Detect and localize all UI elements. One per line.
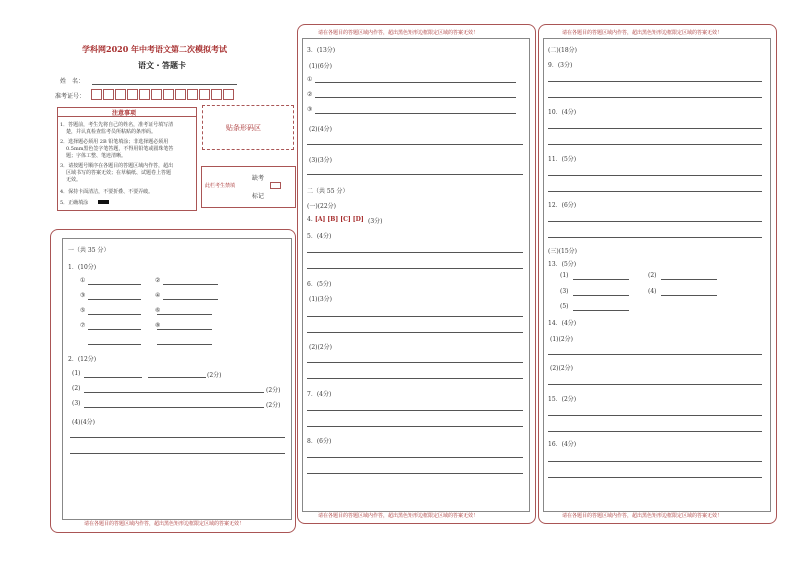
q8-label: 8．(6分) xyxy=(307,438,332,445)
notice-line-2: 楚，并认真检查监考员所粘贴的条形码。 xyxy=(66,129,157,135)
q1-blank-8[interactable] xyxy=(157,329,212,330)
q8-line-1[interactable] xyxy=(307,457,523,458)
q13-blank-3[interactable] xyxy=(573,295,629,296)
page-title: 学科网2020 年中考语文第二次模拟考试 xyxy=(82,44,228,54)
q1-circle-4: ④ xyxy=(155,292,161,299)
q13-label: 13．(5分) xyxy=(548,261,577,268)
q15-label: 15．(2分) xyxy=(548,396,577,403)
q1-circle-5: ⑤ xyxy=(80,307,86,314)
subsection-2-title: (二)(18分) xyxy=(548,47,577,54)
q6-2-label: (2)(2分) xyxy=(309,344,332,351)
q2-2-points: (2分) xyxy=(266,387,281,394)
right-top-warning: 请在各题目的答题区域内作答，超出黑色矩形边框限定区域的答案无效！ xyxy=(562,30,723,36)
right-bottom-warning: 请在各题目的答题区域内作答，超出黑色矩形边框限定区域的答案无效！ xyxy=(562,513,723,519)
q4-points: (3分) xyxy=(368,218,383,225)
left-section-title: 一（共 35 分） xyxy=(68,247,110,254)
q14-2-line[interactable] xyxy=(548,384,762,385)
q14-label: 14．(4分) xyxy=(548,320,577,327)
q9-line-1[interactable] xyxy=(548,81,762,82)
q4-label: 4. xyxy=(307,216,313,223)
q10-label: 10．(4分) xyxy=(548,109,577,116)
notice-line-3: 2．选择题必须用 2B 铅笔填涂；非选择题必须用 xyxy=(60,139,169,145)
q11-label: 11．(5分) xyxy=(548,156,577,163)
q15-line-1[interactable] xyxy=(548,415,762,416)
q13-opt-1: (1) xyxy=(560,272,569,279)
q1-blank-5[interactable] xyxy=(88,314,141,315)
q3-1-label: (1)(6分) xyxy=(309,63,332,70)
q6-1-line-1[interactable] xyxy=(307,316,523,317)
q1-circle-8: ⑧ xyxy=(155,322,161,329)
q3-1-line-1[interactable] xyxy=(315,82,516,83)
q4-options[interactable]: [A] [B] [C] [D] xyxy=(315,216,364,223)
q2-4-line-1[interactable] xyxy=(70,437,285,438)
q10-line-1[interactable] xyxy=(548,128,762,129)
q1-circle-3: ③ xyxy=(80,292,86,299)
q9-line-2[interactable] xyxy=(548,97,762,98)
subsection-3-title: (三)(15分) xyxy=(548,248,577,255)
q7-label: 7．(4分) xyxy=(307,391,332,398)
q1-blank-2[interactable] xyxy=(163,284,218,285)
q15-line-2[interactable] xyxy=(548,431,762,432)
q16-line-1[interactable] xyxy=(548,461,762,462)
q7-line-1[interactable] xyxy=(307,410,523,411)
q3-1-circle-1: ① xyxy=(307,76,313,83)
q8-line-2[interactable] xyxy=(307,473,523,474)
q14-2-label: (2)(2分) xyxy=(550,365,573,372)
q13-opt-2: (2) xyxy=(648,272,657,279)
q2-3-label: (3) xyxy=(72,400,81,407)
q6-2-line-2[interactable] xyxy=(307,378,523,379)
q11-line-2[interactable] xyxy=(548,191,762,192)
q3-2-line[interactable] xyxy=(307,144,523,145)
q2-4-line-2[interactable] xyxy=(70,453,285,454)
q13-opt-4: (4) xyxy=(648,288,657,295)
q3-3-label: (3)(3分) xyxy=(309,157,332,164)
q1-circle-7: ⑦ xyxy=(80,322,86,329)
q6-1-line-2[interactable] xyxy=(307,332,523,333)
q11-line-1[interactable] xyxy=(548,175,762,176)
q2-3-points: (2分) xyxy=(266,402,281,409)
q13-blank-2[interactable] xyxy=(661,279,717,280)
middle-answer-frame xyxy=(302,38,530,512)
q9-label: 9．(3分) xyxy=(548,62,573,69)
q3-3-line[interactable] xyxy=(307,174,523,175)
q3-label: 3．(13分) xyxy=(307,47,336,54)
q6-1-label: (1)(3分) xyxy=(309,296,332,303)
q1-blank-3[interactable] xyxy=(88,299,141,300)
q1-circle-1: ① xyxy=(80,277,86,284)
q5-line-2[interactable] xyxy=(307,268,523,269)
q13-blank-1[interactable] xyxy=(573,279,629,280)
q3-1-line-2[interactable] xyxy=(315,97,516,98)
q2-1-blank-b[interactable] xyxy=(148,377,206,378)
q1-blank-7[interactable] xyxy=(88,329,141,330)
q14-1-line[interactable] xyxy=(548,354,762,355)
q6-label: 6．(5分) xyxy=(307,281,332,288)
left-answer-frame xyxy=(62,238,292,520)
q3-1-circle-3: ③ xyxy=(307,106,313,113)
q1-circle-6: ⑥ xyxy=(155,307,161,314)
notice-line-6: 3．请按题号顺序在各题目的答题区域内作答，超出 xyxy=(60,163,174,169)
q13-opt-5: (5) xyxy=(560,303,569,310)
q2-2-blank[interactable] xyxy=(84,392,264,393)
q1-circle-2: ② xyxy=(155,277,161,284)
notice-title: 注意事项 xyxy=(112,110,137,117)
q16-label: 16．(4分) xyxy=(548,441,577,448)
middle-top-warning: 请在各题目的答题区域内作答，超出黑色矩形边框限定区域的答案无效！ xyxy=(318,30,479,36)
q6-2-line-1[interactable] xyxy=(307,362,523,363)
q1-blank-10[interactable] xyxy=(157,344,212,345)
q2-1-blank-a[interactable] xyxy=(84,377,142,378)
notice-line-4: 0.5mm黑色签字笔答题，不得用铅笔或圆珠笔答 xyxy=(66,146,174,152)
q2-4-label: (4)(4分) xyxy=(72,419,95,426)
q12-line-1[interactable] xyxy=(548,221,762,222)
q2-1-points: (2分) xyxy=(207,372,222,379)
notice-line-5: 题；字体工整、笔迹清晰。 xyxy=(66,153,127,159)
page-subtitle: 语文・答题卡 xyxy=(138,60,186,70)
notice-line-9: 4．保持卡面清洁，不要折叠、不要弄破。 xyxy=(60,189,154,195)
left-warning: 请在各题目的答题区域内作答，超出黑色矩形边框限定区域的答案无效！ xyxy=(84,521,245,527)
absent-label-2: 标记 xyxy=(252,193,265,200)
q3-1-line-3[interactable] xyxy=(315,113,516,114)
q16-line-2[interactable] xyxy=(548,477,762,478)
q3-2-label: (2)(4分) xyxy=(309,126,332,133)
barcode-label: 贴条形码区 xyxy=(226,124,261,132)
q2-1-label: (1) xyxy=(72,370,81,377)
notice-line-7: 区域书写的答案无效；在草稿纸、试题卷上答题 xyxy=(66,170,172,176)
q7-line-2[interactable] xyxy=(307,426,523,427)
q1-blank-6[interactable] xyxy=(157,314,212,315)
absent-checkbox[interactable] xyxy=(270,182,281,189)
q3-1-circle-2: ② xyxy=(307,91,313,98)
q2-label: 2．(12分) xyxy=(68,356,97,363)
q1-blank-1[interactable] xyxy=(88,284,141,285)
q2-2-label: (2) xyxy=(72,385,81,392)
notice-line-1: 1．答题前，考生先将自己的姓名，准考证号填写清 xyxy=(60,122,174,128)
q1-blank-9[interactable] xyxy=(88,344,141,345)
q1-label: 1．(10分) xyxy=(68,264,97,271)
exam-id-label: 准考证号： xyxy=(55,93,86,100)
absent-side-label: 此栏考生禁填 xyxy=(205,183,236,189)
q5-line-1[interactable] xyxy=(307,252,523,253)
name-label: 姓 名： xyxy=(60,78,85,85)
notice-line-10: 5．正确填涂 xyxy=(60,200,89,206)
q5-label: 5．(4分) xyxy=(307,233,332,240)
q13-opt-3: (3) xyxy=(560,288,569,295)
q13-blank-4[interactable] xyxy=(661,295,717,296)
q12-label: 12．(6分) xyxy=(548,202,577,209)
section-2-title: 二（共 55 分） xyxy=(307,188,349,195)
q2-3-blank[interactable] xyxy=(84,407,264,408)
filled-mark-icon xyxy=(98,200,109,204)
q13-blank-5[interactable] xyxy=(573,310,629,311)
q1-blank-4[interactable] xyxy=(163,299,218,300)
notice-line-8: 无效。 xyxy=(66,177,82,183)
q14-1-label: (1)(2分) xyxy=(550,336,573,343)
middle-bottom-warning: 请在各题目的答题区域内作答，超出黑色矩形边框限定区域的答案无效！ xyxy=(318,513,479,519)
absent-label-1: 缺考 xyxy=(252,175,265,182)
name-field[interactable] xyxy=(92,84,237,85)
right-answer-frame xyxy=(543,38,771,512)
q12-line-2[interactable] xyxy=(548,237,762,238)
q10-line-2[interactable] xyxy=(548,144,762,145)
subsection-1-title: (一)(22分) xyxy=(307,203,336,210)
